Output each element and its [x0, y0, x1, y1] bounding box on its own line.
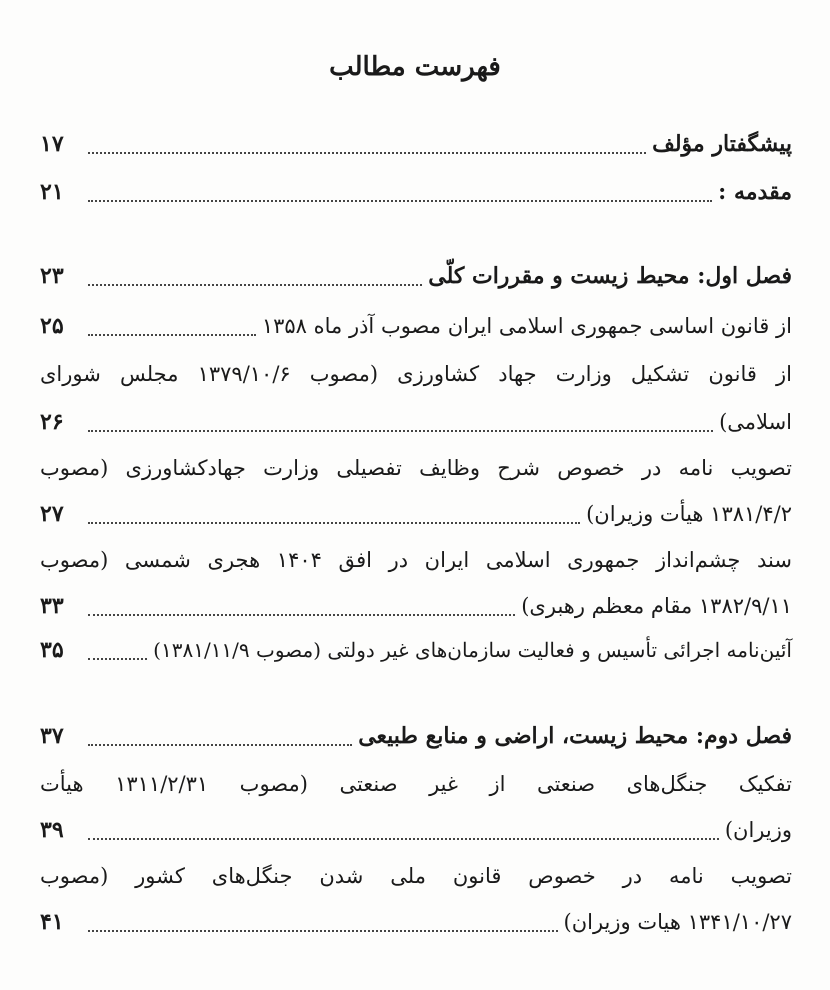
- toc-page-number: ۲۵: [40, 313, 64, 339]
- toc-entry: [40, 448, 792, 488]
- toc-entry-text: تفکیک جنگل‌های صنعتی از غیر صنعتی (مصوب ۱۳۱۱/۲/۳۱ هیأت: [40, 772, 792, 796]
- page-title: فهرست مطالب: [329, 52, 501, 82]
- leader-dots: [88, 744, 352, 746]
- toc-page-number: ۱۷: [40, 131, 64, 157]
- toc-entry: [40, 764, 792, 804]
- leader-dots: [88, 658, 147, 660]
- toc-entry-text: آئین‌نامه اجرائی تأسیس و فعالیت سازمان‌های غیر دولتی (مصوب ۱۳۸۱/۱۱/۹): [153, 638, 792, 662]
- toc-entry-text: پیشگفتار مؤلف: [652, 131, 792, 157]
- leader-dots: [88, 614, 515, 616]
- leader-dots: [88, 152, 646, 154]
- leader-dots: [88, 838, 719, 840]
- toc-entry: [40, 856, 792, 896]
- leader-dots: [88, 430, 713, 432]
- toc-entry-continuation: [40, 494, 792, 534]
- toc-entry-text: تصویب نامه در خصوص شرح وظایف تفصیلی وزارت جهادکشاورزی (مصوب: [40, 456, 792, 480]
- toc-page-number: ۲۷: [40, 501, 64, 527]
- toc-page-number: ۲۶: [40, 409, 64, 435]
- toc-entry-text: از قانون تشکیل وزارت جهاد کشاورزی (مصوب ۱۳۷۹/۱۰/۶ مجلس شورای: [40, 362, 792, 386]
- toc-entry-continuation: [40, 586, 792, 626]
- toc-entry-text: فصل اول: محیط زیست و مقررات کلّی: [428, 263, 792, 289]
- toc-entry-continuation: [40, 810, 792, 850]
- toc-page-number: ۲۳: [40, 263, 64, 289]
- toc-entry: [40, 630, 792, 670]
- leader-dots: [88, 284, 422, 286]
- leader-dots: [88, 334, 256, 336]
- toc-page-number: ۴۱: [40, 909, 64, 935]
- toc-entry-text: تصویب نامه در خصوص قانون ملی شدن جنگل‌های کشور (مصوب: [40, 864, 792, 888]
- leader-dots: [88, 200, 712, 202]
- toc-entry-text: ۱۳۴۱/۱۰/۲۷ هیات وزیران): [563, 910, 792, 934]
- toc-entry-text: مقدمه :: [718, 179, 792, 205]
- toc-entry-continuation: [40, 402, 792, 442]
- toc-entry-text: از قانون اساسی جمهوری اسلامی ایران مصوب آذر ماه ۱۳۵۸: [261, 314, 792, 338]
- toc-entry-text: سند چشم‌انداز جمهوری اسلامی ایران در افق ۱۴۰۴ هجری شمسی (مصوب: [40, 548, 792, 572]
- toc-entry-preface: [40, 124, 792, 164]
- leader-dots: [88, 522, 580, 524]
- toc-chapter-2: [40, 716, 792, 756]
- toc-entry: [40, 306, 792, 346]
- toc-chapter-1: [40, 256, 792, 296]
- leader-dots: [88, 930, 558, 932]
- toc-entry-continuation: [40, 902, 792, 942]
- toc-entry-text: اسلامی): [719, 410, 792, 434]
- toc-entry-text: ۱۳۸۱/۴/۲ هیأت وزیران): [586, 502, 792, 526]
- toc-entry-text: وزیران): [724, 818, 792, 842]
- toc-entry-introduction: [40, 172, 792, 212]
- toc-entry-text: فصل دوم: محیط زیست، اراضی و منابع طبیعی: [358, 723, 792, 749]
- toc-entry: [40, 540, 792, 580]
- toc-page-number: ۳۷: [40, 723, 64, 749]
- toc-entry-text: ۱۳۸۲/۹/۱۱ مقام معظم رهبری): [521, 594, 792, 618]
- toc-page-number: ۲۱: [40, 179, 64, 205]
- toc-entry: [40, 354, 792, 394]
- toc-page-number: ۳۹: [40, 817, 64, 843]
- toc-page-number: ۳۳: [40, 593, 64, 619]
- toc-page-number: ۳۵: [40, 637, 64, 663]
